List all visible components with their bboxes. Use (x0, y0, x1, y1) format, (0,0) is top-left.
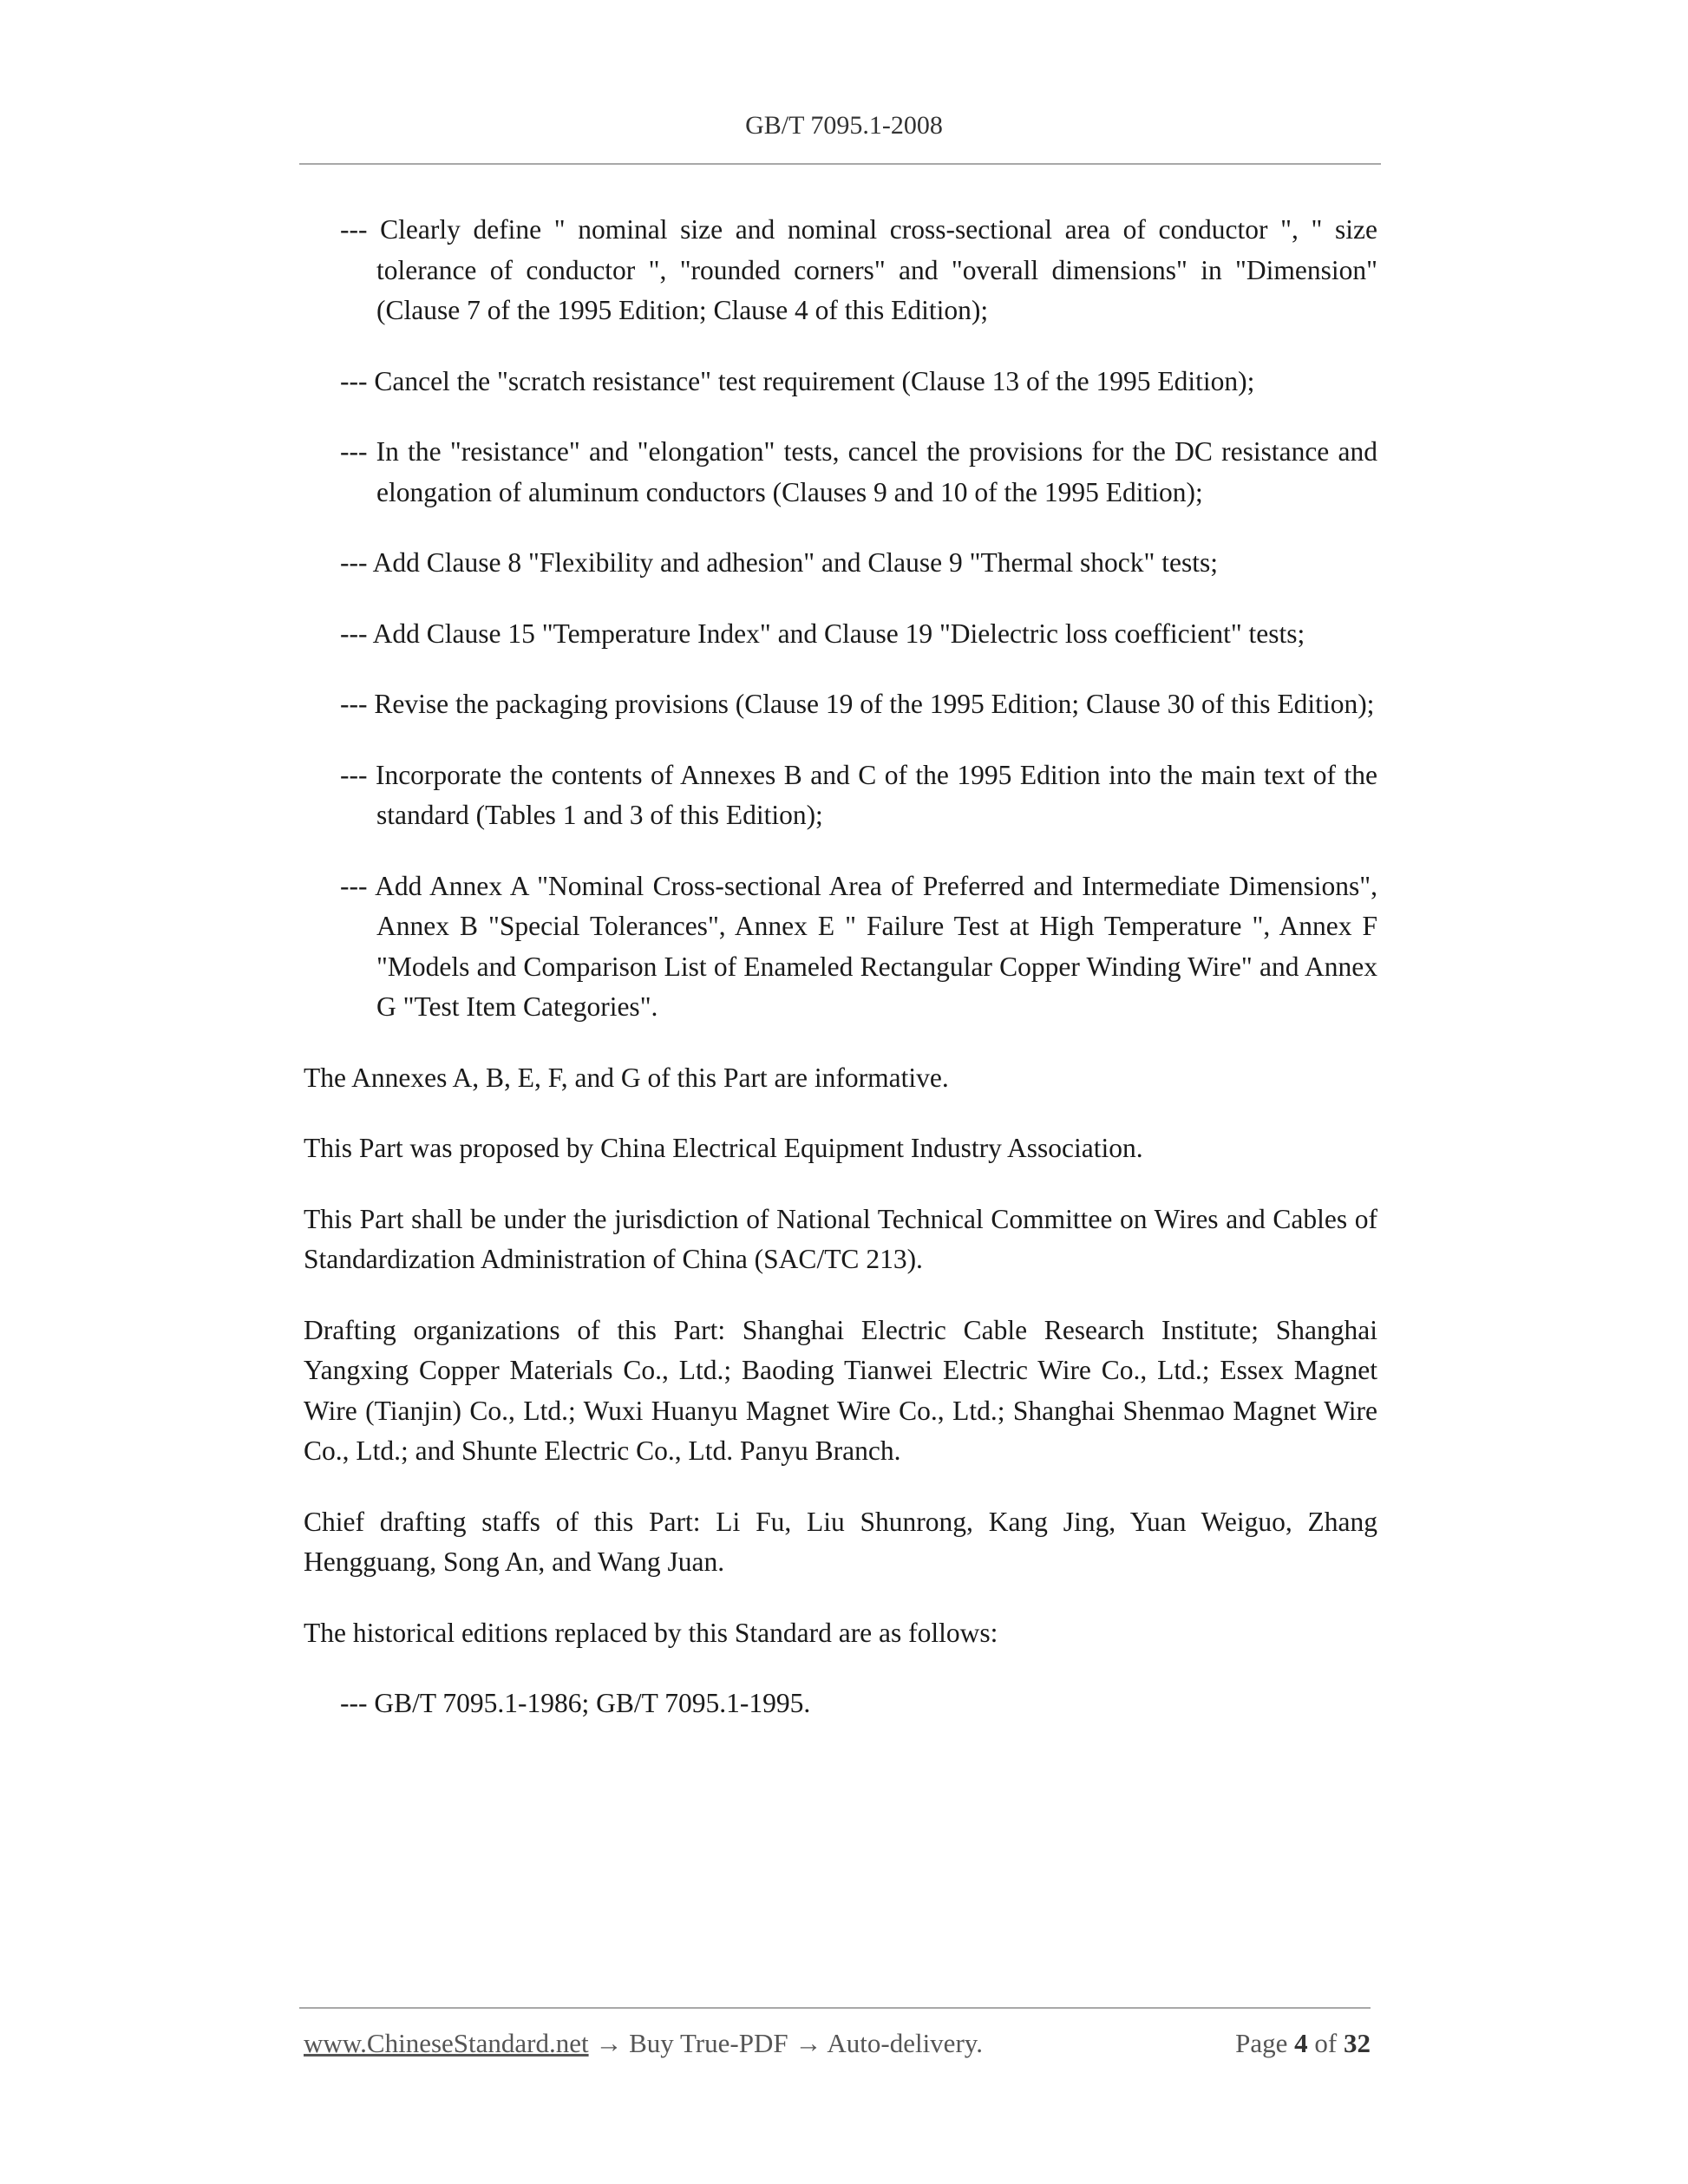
change-item: --- Add Annex A "Nominal Cross-sectional Area of Preferred and Intermediate Dimensions", Annex B "Special Tolerances", Annex E " Failure Test at High Temperature ", Annex F "Models and Comparison List of Enameled Rectangular Copper Winding Wire" and Annex G "Test Item Categories". (340, 870, 1377, 1022)
change-item: --- Add Clause 15 "Temperature Index" and Clause 19 "Dielectric loss coefficient" tests; (340, 618, 1305, 649)
page-indicator (1235, 2028, 1371, 2059)
page-of-label: of (1307, 2028, 1344, 2058)
change-item: --- Add Clause 8 "Flexibility and adhesion" and Clause 9 "Thermal shock" tests; (340, 547, 1219, 578)
change-item: --- Revise the packaging provisions (Clause 19 of the 1995 Edition; Clause 30 of this Edition); (340, 689, 1375, 719)
website-link[interactable]: www.ChineseStandard.net (304, 2028, 589, 2058)
jurisdiction-paragraph: This Part shall be under the jurisdiction of National Technical Committee on Wires and Cables of Standardization Administration of China (SAC/TC 213). (304, 1203, 1377, 1274)
drafting-staff-paragraph: Chief drafting staffs of this Part: Li Fu, Liu Shunrong, Kang Jing, Yuan Weiguo, Zhang Hengguang, Song An, and Wang Juan. (304, 1506, 1377, 1577)
header-divider (299, 163, 1381, 165)
footer-promo-text: → Buy True-PDF → Auto-delivery. (588, 2028, 983, 2058)
change-item: --- Clearly define " nominal size and nominal cross-sectional area of conductor ", " size tolerance of conductor ", "rounded corners" and "overall dimensions" in "Dimension" (Clause 7 of the 1995 Edition; Clause 4 of this Edition); (340, 214, 1377, 325)
historical-edition-item: --- GB/T 7095.1-1986; GB/T 7095.1-1995. (340, 1688, 811, 1718)
footer-divider (299, 2007, 1371, 2009)
annexes-paragraph: The Annexes A, B, E, F, and G of this Part are informative. (304, 1062, 949, 1093)
drafting-organizations-paragraph: Drafting organizations of this Part: Shanghai Electric Cable Research Institute; Shanghai Yangxing Copper Materials Co., Ltd.; Baoding Tianwei Electric Wire Co., Ltd.; Essex Magnet Wire (Tianjin) Co., Ltd.; Wuxi Huanyu Magnet Wire Co., Ltd.; Shanghai Shenmao Magnet Wire Co., Ltd.; and Shunte Electric Co., Ltd. Panyu Branch. (304, 1314, 1377, 1466)
change-item: --- Incorporate the contents of Annexes B and C of the 1995 Edition into the main text of the standard (Tables 1 and 3 of this Edition); (340, 759, 1377, 830)
change-item: --- In the "resistance" and "elongation" tests, cancel the provisions for the DC resistance and elongation of aluminum conductors (Clauses 9 and 10 of the 1995 Edition); (340, 436, 1377, 507)
footer-promo (304, 2028, 983, 2059)
current-page-number: 4 (1294, 2028, 1308, 2058)
document-header-title: GB/T 7095.1-2008 (745, 111, 943, 140)
total-pages-number: 32 (1344, 2028, 1371, 2058)
change-item: --- Cancel the "scratch resistance" test requirement (Clause 13 of the 1995 Edition); (340, 365, 1255, 396)
historical-editions-paragraph: The historical editions replaced by this Standard are as follows: (304, 1617, 998, 1648)
page-label: Page (1235, 2028, 1295, 2058)
proposer-paragraph: This Part was proposed by China Electrical Equipment Industry Association. (304, 1133, 1143, 1163)
document-body (304, 210, 1377, 1755)
